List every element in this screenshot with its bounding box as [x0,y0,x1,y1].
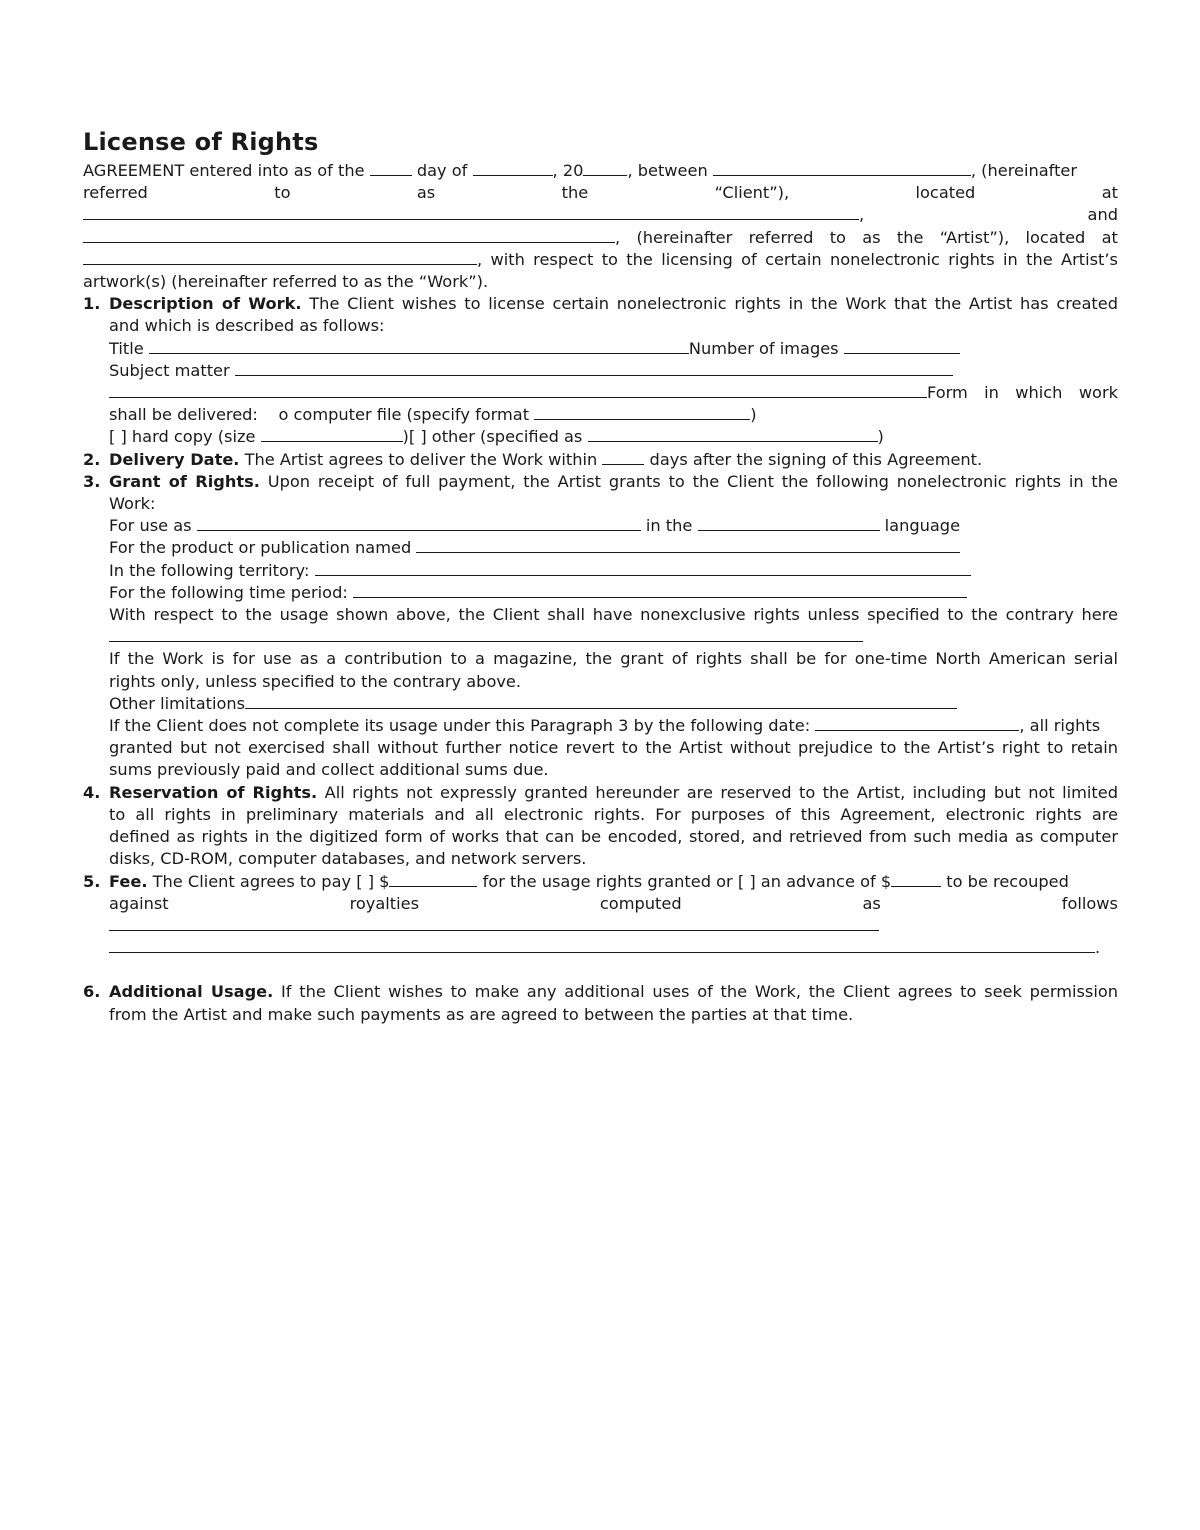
fee-blank[interactable] [389,871,477,887]
royalties-blank-2[interactable] [109,937,1095,953]
client-address-blank[interactable] [83,204,859,220]
document [83,126,1118,1026]
subject-matter-blank-2[interactable] [109,382,927,398]
subject-matter-blank[interactable] [235,360,953,376]
format-blank[interactable] [534,404,750,420]
contrary-blank[interactable] [109,626,863,642]
number-of-images-blank[interactable] [844,338,960,354]
section-6-heading: Additional Usage. [109,982,274,1002]
section-3-heading: Grant of Rights. [109,471,260,491]
artist-address-blank[interactable] [83,249,477,265]
time-period-blank[interactable] [353,582,967,598]
other-limitations-blank[interactable] [245,693,957,709]
territory-blank[interactable] [315,560,971,576]
intro-line-2: referred to as the “Client”), located at [83,183,1118,203]
language-blank[interactable] [698,515,880,531]
intro-paragraph [83,160,1118,293]
artist-name-blank[interactable] [83,227,615,243]
size-blank[interactable] [261,426,403,442]
section-5-heading: Fee. [109,871,148,891]
other-specified-blank[interactable] [588,426,878,442]
title-blank[interactable] [149,338,689,354]
month-blank[interactable] [473,160,553,176]
intro-line-6: artwork(s) (hereinafter referred to as the “Work”). [83,272,489,292]
intro-line-4: , (hereinafter referred to as the “Artist”), located at [83,227,1118,249]
completion-date-blank[interactable] [815,715,1019,731]
advance-blank[interactable] [891,871,941,887]
intro-line-3: , and [83,204,1118,226]
use-as-blank[interactable] [197,515,641,531]
delivery-days-blank[interactable] [602,449,644,465]
section-4: 4. Reservation of Rights. All rights not expressly granted hereunder are reserved to the Artist, including but not limited to all rights in preliminary materials and all electronic rights. For purposes of this Agreement, electronic rights are defined as rights in the digitized form of works that can be encoded, stored, and retrieved from such media as computer disks, CD-ROM, computer databases, and network servers. [83,782,1119,869]
client-name-blank[interactable] [713,160,971,176]
section-4-heading: Reservation of Rights. [109,782,318,802]
section-3: 3. Grant of Rights. Upon receipt of full payment, the Artist grants to the Client the following nonelectronic rights in the Work: For use as in the language For the product or publication named In the following territory: For the following time period: With respect to the usage shown above, the Client shall have nonexclusive rights unless specified to the contrary here If the Work is for use as a contribution to a magazine, the grant of rights shall be for one-time North American serial rights only, unless specified to the contrary above. Other limitations If the Client does not complete its usage under this Paragraph 3 by the following date: , all rights granted but not exercised shall without further notice revert to the Artist without prejudice to the Artist’s right to retain sums previously paid and collect additional sums due. [83,471,1118,780]
hard-copy-option[interactable]: [ ] hard copy (size [109,427,261,447]
intro-line-1: AGREEMENT entered into as of the day of , 20 , between , (hereinafter [83,161,1078,180]
section-1-heading: Description of Work. [109,294,302,314]
section-5: 5. Fee. The Client agrees to pay [ ] $ for the usage rights granted or [ ] an advance of $ to be recouped against royalties computed as follows . [83,871,1118,958]
section-2-heading: Delivery Date. [109,449,240,469]
publication-blank[interactable] [416,537,960,553]
section-2: 2. Delivery Date. The Artist agrees to deliver the Work within days after the signing of this Agreement. [83,449,983,469]
intro-line-5: , with respect to the licensing of certain nonelectronic rights in the Artist’s [83,249,1118,271]
other-option[interactable]: )[ ] other (specified as [402,427,588,447]
section-6: 6. Additional Usage. If the Client wishes to make any additional uses of the Work, the Client agrees to seek permission from the Artist and make such payments as are agreed to between the parties at that time. [83,982,1118,1024]
royalties-blank-1[interactable] [109,915,879,931]
document-title: License of Rights [83,128,319,156]
section-1: 1. Description of Work. The Client wishes to license certain nonelectronic rights in the Work that the Artist has created and which is described as follows: Title Number of images Subject matter Form in which work shall be delivered: o computer file (specify format ) [ ] hard copy (size )[ ] other (specified as ) [83,294,1118,447]
year-blank[interactable] [583,160,627,176]
computer-file-option[interactable]: o computer file (specify format [278,405,535,425]
day-blank[interactable] [370,160,412,176]
